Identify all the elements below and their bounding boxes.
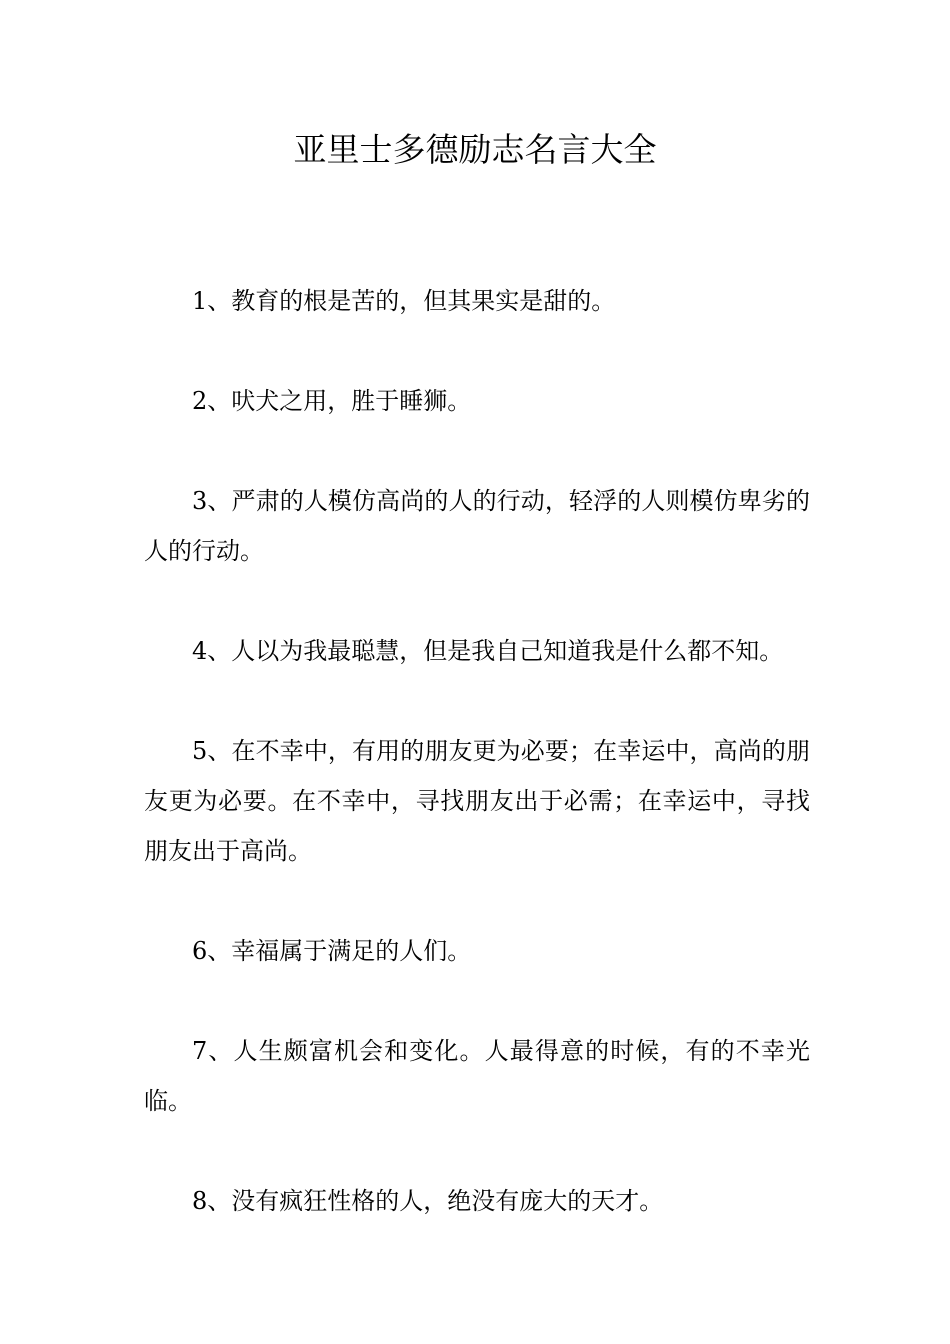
quote-paragraph-5: 5、在不幸中，有用的朋友更为必要；在幸运中，高尚的朋友更为必要。在不幸中，寻找朋友出于必需；在幸运中，寻找朋友出于高尚。 [144,737,810,865]
document-body [144,276,810,1276]
quote-paragraph-6: 6、幸福属于满足的人们。 [192,937,472,965]
quote-paragraph-4: 4、人以为我最聪慧，但是我自己知道我是什么都不知。 [192,637,784,665]
quote-paragraph-2: 2、吠犬之用，胜于睡狮。 [192,387,472,415]
quote-paragraph-1: 1、教育的根是苦的，但其果实是甜的。 [192,287,616,315]
document-title: 亚里士多德励志名言大全 [293,130,657,169]
quote-paragraph-7: 7、人生颇富机会和变化。人最得意的时候，有的不幸光临。 [144,1037,810,1115]
quote-paragraph-8: 8、没有疯狂性格的人，绝没有庞大的天才。 [192,1187,664,1215]
quote-paragraph-3: 3、严肃的人模仿高尚的人的行动，轻浮的人则模仿卑劣的人的行动。 [144,487,810,565]
